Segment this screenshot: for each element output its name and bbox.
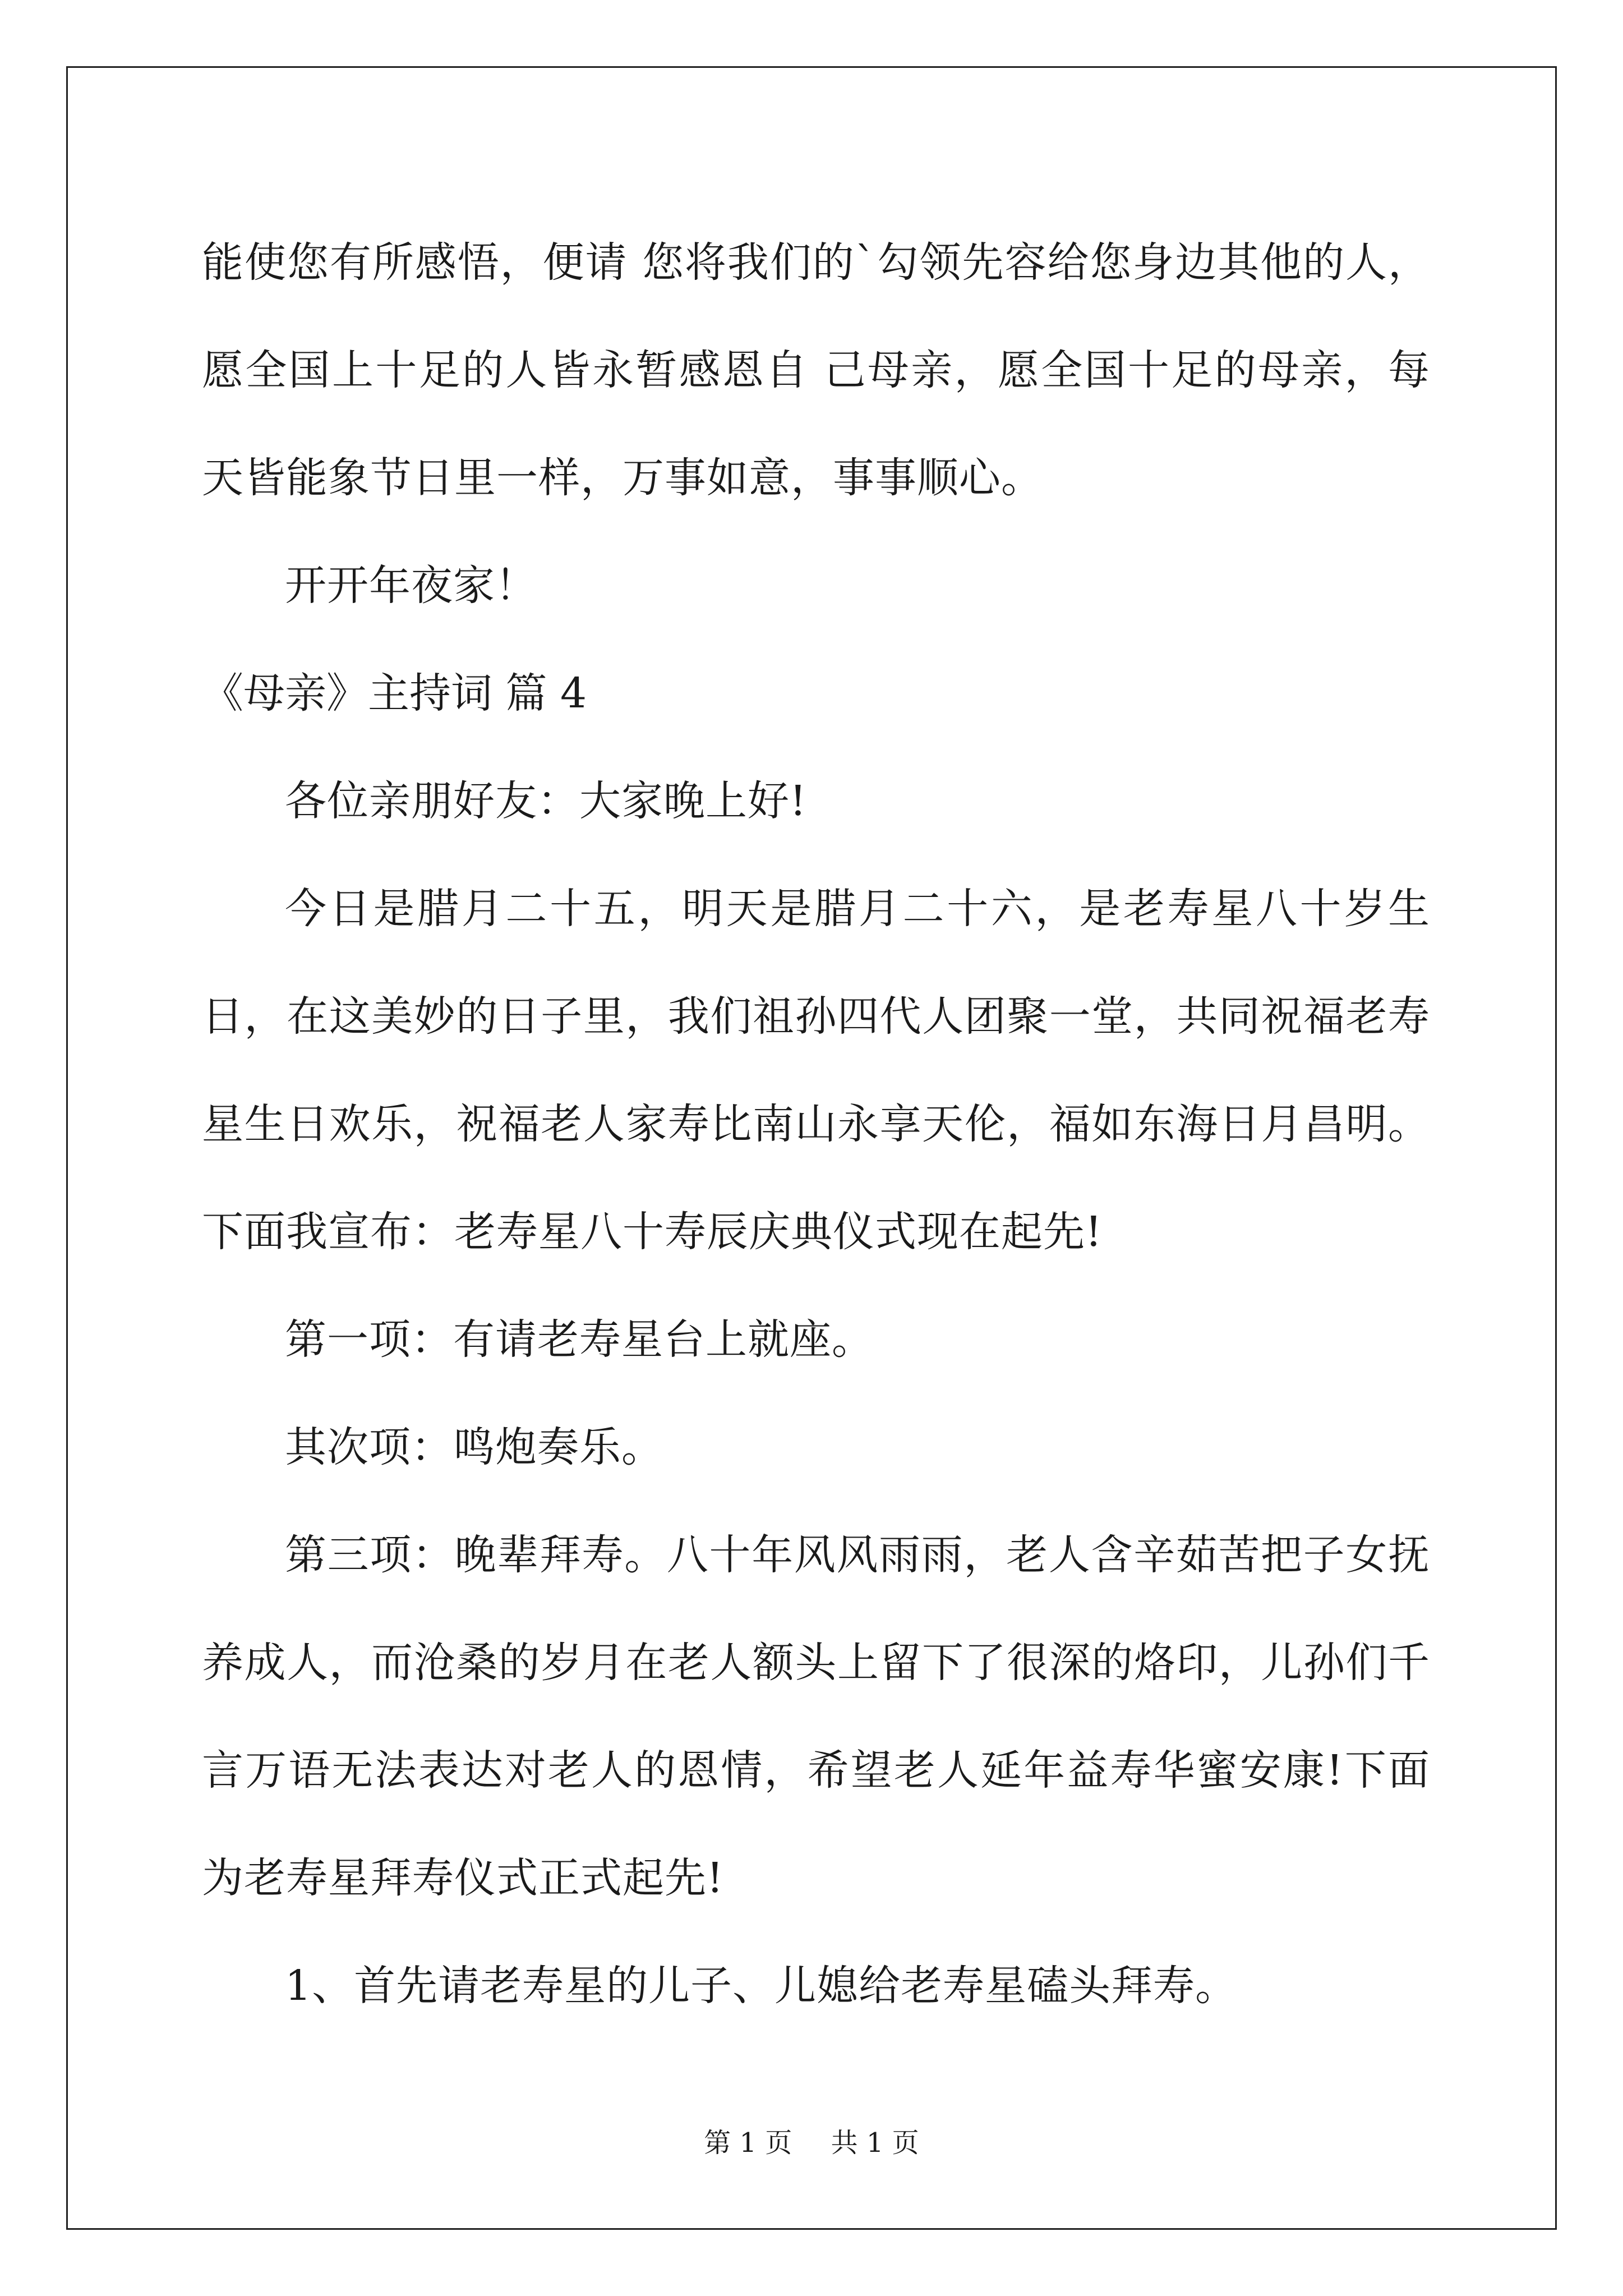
paragraph-1: 能使您有所感悟，便请 您将我们的`勾领先容给您身边其他的人，愿全国上十足的人皆永暂感恩自 己母亲，愿全国十足的母亲，每天皆能象节日里一样，万事如意，事事顺心。 bbox=[202, 238, 1430, 502]
paragraph-item-2: 其次项：鸣炮奏乐。 bbox=[285, 1423, 663, 1471]
section-heading: 《母亲》主持词 篇 4 bbox=[202, 669, 587, 717]
paragraph-2: 开开年夜家！ bbox=[285, 562, 537, 610]
paragraph-step-1: 1、首先请老寿星的儿子、儿媳给老寿星磕头拜寿。 bbox=[285, 1962, 1238, 2010]
page-footer bbox=[0, 2126, 1623, 2160]
paragraph-opening: 今日是腊月二十五，明天是腊月二十六，是老寿星八十岁生日，在这美妙的日子里，我们祖孙四代人团聚一堂，共同祝福老寿星生日欢乐，祝福老人家寿比南山永享天伦，福如东海日月昌明。下面我宣布：老寿星八十寿辰庆典仪式现在起先! bbox=[202, 885, 1430, 1256]
paragraph-item-1: 第一项：有请老寿星台上就座。 bbox=[285, 1315, 874, 1364]
page-number: 第 1 页 bbox=[704, 2127, 792, 2159]
page-total: 共 1 页 bbox=[831, 2127, 919, 2159]
document-body bbox=[202, 209, 1430, 2040]
paragraph-greeting: 各位亲朋好友：大家晚上好! bbox=[285, 777, 807, 825]
paragraph-item-3: 第三项：晚辈拜寿。八十年风风雨雨，老人含辛茹苦把子女抚养成人，而沧桑的岁月在老人额头上留下了很深的烙印，儿孙们千言万语无法表达对老人的恩情，希望老人延年益寿华蜜安康!下面为老寿星拜寿仪式正式起先! bbox=[202, 1531, 1430, 1902]
